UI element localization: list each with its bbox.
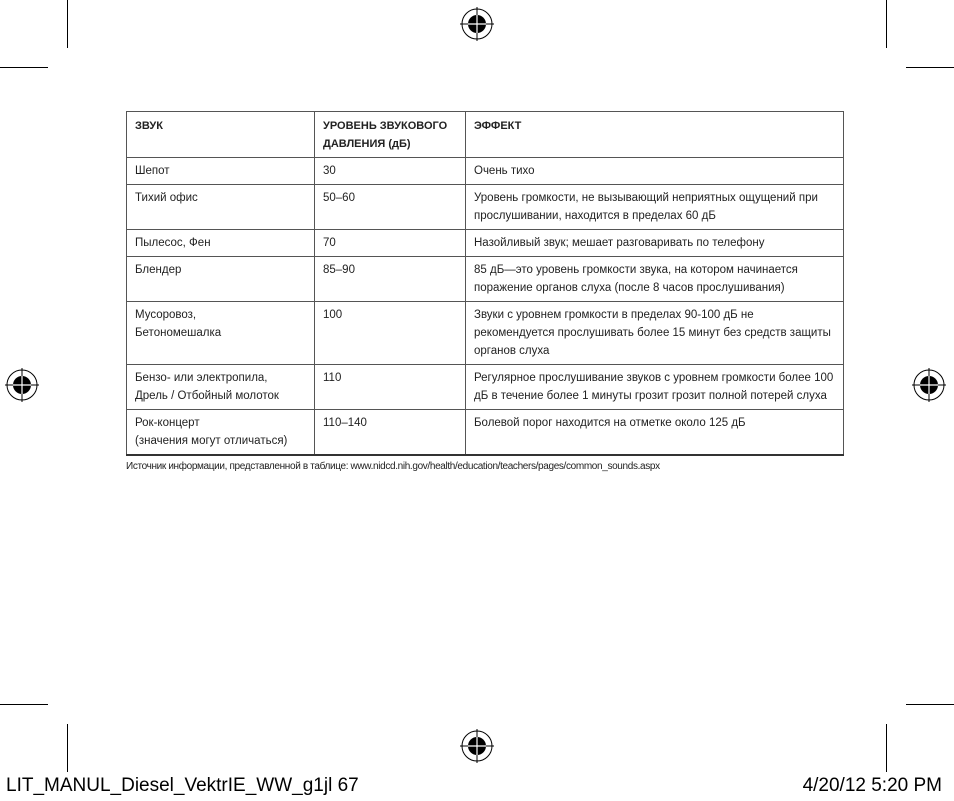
crop-mark-bottom-left-vertical <box>67 724 68 772</box>
crop-mark-bottom-left-horizontal <box>0 704 48 705</box>
cell-level: 100 <box>315 302 466 365</box>
table-header-row <box>127 112 844 158</box>
crop-mark-top-left-vertical <box>67 0 68 48</box>
table-row <box>127 185 844 230</box>
cell-effect: Болевой порог находится на отметке около 125 дБ <box>466 410 844 456</box>
registration-mark-icon <box>912 368 946 402</box>
registration-mark-icon <box>5 368 39 402</box>
crop-mark-top-right-vertical <box>886 0 887 48</box>
crop-mark-top-left-horizontal <box>0 67 48 68</box>
cell-effect: Назойливый звук; мешает разговаривать по телефону <box>466 230 844 257</box>
cell-sound: Тихий офис <box>127 185 315 230</box>
cell-level: 70 <box>315 230 466 257</box>
cell-effect: Регулярное прослушивание звуков с уровнем громкости более 100 дБ в течение более 1 минуты грозит грозит полной потерей слуха <box>466 365 844 410</box>
cell-level: 30 <box>315 158 466 185</box>
table-row <box>127 158 844 185</box>
table-row <box>127 230 844 257</box>
registration-mark-icon <box>460 729 494 763</box>
cell-sound: Пылесос, Фен <box>127 230 315 257</box>
cell-sound: Рок-концерт (значения могут отличаться) <box>127 410 315 456</box>
header-sound: ЗВУК <box>127 112 315 158</box>
cell-effect: Очень тихо <box>466 158 844 185</box>
sound-level-table <box>126 111 844 456</box>
crop-mark-bottom-right-vertical <box>886 724 887 772</box>
cell-effect: Уровень громкости, не вызывающий неприятных ощущений при прослушивании, находится в пределах 60 дБ <box>466 185 844 230</box>
table-row <box>127 365 844 410</box>
cell-level: 50–60 <box>315 185 466 230</box>
cell-effect: 85 дБ—это уровень громкости звука, на котором начинается поражение органов слуха (после 8 часов прослушивания) <box>466 257 844 302</box>
cell-effect: Звуки с уровнем громкости в пределах 90-100 дБ не рекомендуется прослушивать более 15 минут без средств защиты органов слуха <box>466 302 844 365</box>
cell-sound: Блендер <box>127 257 315 302</box>
cell-level: 110–140 <box>315 410 466 456</box>
registration-mark-icon <box>460 7 494 41</box>
crop-mark-bottom-right-horizontal <box>906 704 954 705</box>
cell-sound: Шепот <box>127 158 315 185</box>
footer-timestamp: 4/20/12 5:20 PM <box>802 775 942 796</box>
cell-level: 110 <box>315 365 466 410</box>
table-row <box>127 257 844 302</box>
cell-sound: Бензо- или электропила, Дрель / Отбойный молоток <box>127 365 315 410</box>
source-note: Источник информации, представленной в таблице: www.nidcd.nih.gov/health/education/teachers/pages/common_sounds.aspx <box>126 461 660 472</box>
cell-level: 85–90 <box>315 257 466 302</box>
footer-file-info: LIT_MANUL_Diesel_VektrIE_WW_g1jl 67 <box>6 775 359 796</box>
header-effect: ЭФФЕКТ <box>466 112 844 158</box>
header-pressure-level: УРОВЕНЬ ЗВУКОВОГО ДАВЛЕНИЯ (дБ) <box>315 112 466 158</box>
table-row <box>127 410 844 456</box>
cell-sound: Мусоровоз, Бетономешалка <box>127 302 315 365</box>
crop-mark-top-right-horizontal <box>906 67 954 68</box>
table-row <box>127 302 844 365</box>
